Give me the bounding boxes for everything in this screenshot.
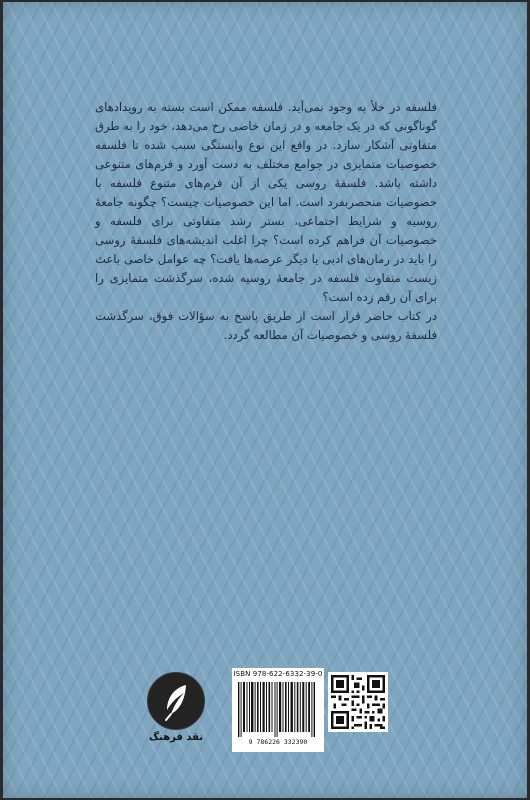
isbn-label: ISBN 978-622-6332-39-0	[233, 670, 323, 678]
isbn-barcode-block	[232, 668, 324, 752]
blurb-paragraph-2: در کتاب حاضر قرار است از طریق پاسخ به سؤالات فوق، سرگذشت فلسفهٔ روسی و خصوصیات آن مطالعه گردد.	[95, 309, 437, 342]
quill-feather-icon	[148, 673, 204, 729]
barcode-digits: 9 786226 332390	[248, 738, 308, 746]
blurb-text	[95, 98, 437, 345]
publisher-name: نقد فرهنگ	[148, 732, 204, 743]
qr-code	[328, 672, 388, 732]
barcode	[238, 682, 318, 737]
publisher-logo	[147, 672, 205, 730]
publisher-block	[147, 672, 205, 754]
blurb-paragraph-1: فلسفه در خلأ به وجود نمی‌آید. فلسفه ممکن است بسته به رویدادهای گوناگونی که در یک جامعه و در زمان خاصی رخ می‌دهد، خود را به طرق متفاوتی آشکار سازد. در واقع این نوع وابستگی سبب شده تا فلسفه خصوصیات متمایزی در جوامع مختلف به دست آورد و فرم‌های متنوعی داشته باشد. فلسفهٔ روسی یکی از آن فرم‌های متنوع فلسفه با خصوصیات منحصربفرد است. اما این خصوصیات چیست؟ چگونه جامعهٔ روسیه و شرایط اجتماعی، بستر رشد متفاوتی برای فلسفه و خصوصیات آن فراهم کرده است؟ چرا اغلب اندیشه‌های فلسفهٔ روسی را باید در رمان‌های ادبی یا دیگر عرصه‌ها یافت؟ چه عوامل خاصی باعث زیست متفاوت فلسفه در جامعهٔ روسیه شده، سرگذشت متمایزی را برای آن رقم زده است؟	[95, 100, 437, 304]
qr-code-icon	[331, 675, 385, 729]
